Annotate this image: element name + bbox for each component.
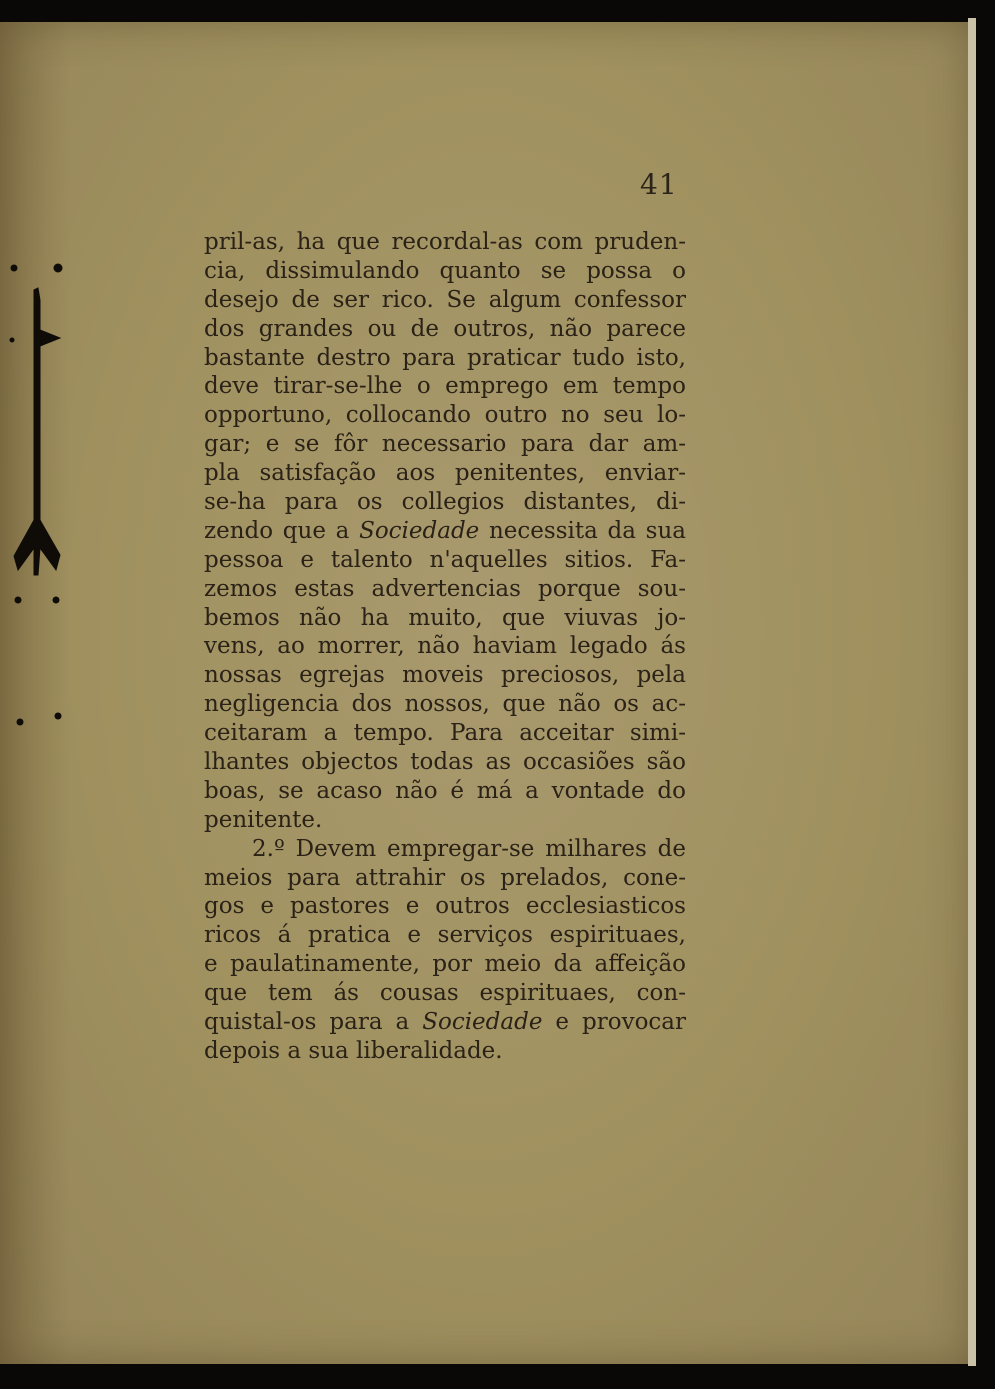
margin-bookmark-marks — [0, 0, 80, 1389]
margin-dot — [10, 338, 14, 342]
text-segment: necessita da sua — [479, 517, 686, 544]
italic-term: Sociedade — [422, 1009, 543, 1036]
text-line: boas, se acaso não é má a vontade do — [204, 777, 686, 804]
margin-bracket-top — [34, 288, 60, 522]
text-line: desejo de ser rico. Se algum confessor — [204, 286, 686, 313]
margin-bracket-bottom — [14, 520, 60, 575]
page-number: 41 — [640, 168, 678, 201]
text-line: gos e pastores e outros ecclesiasticos — [204, 893, 686, 920]
paper-right-edge — [968, 18, 976, 1366]
text-segment: e provocar — [542, 1009, 687, 1036]
text-line: ceitaram a tempo. Para acceitar simi- — [204, 720, 686, 747]
margin-dot — [15, 597, 21, 603]
text-line: bastante destro para praticar tudo isto, — [204, 344, 686, 371]
text-line: que tem ás cousas espirituaes, con- — [204, 980, 686, 1007]
text-line: pla satisfação aos penitentes, enviar- — [204, 460, 686, 487]
text-line: nossas egrejas moveis preciosos, pela — [204, 662, 686, 689]
text-line: zemos estas advertencias porque sou- — [204, 575, 686, 602]
text-line: pessoa e talento n'aquelles sitios. Fa- — [204, 546, 686, 573]
text-line: 2.º Devem empregar-se milhares de — [252, 835, 686, 862]
italic-term: Sociedade — [359, 517, 480, 544]
text-line: penitente. — [204, 806, 323, 833]
margin-dot — [17, 719, 23, 725]
text-line: meios para attrahir os prelados, cone- — [204, 864, 686, 891]
text-line: cia, dissimulando quanto se possa o — [204, 257, 686, 284]
text-line: lhantes objectos todas as occasiões são — [204, 749, 686, 776]
text-segment: zendo que a — [204, 517, 360, 544]
text-line: se-ha para os collegios distantes, di- — [204, 489, 686, 516]
text-line: opportuno, collocando outro no seu lo- — [204, 402, 686, 429]
text-line: ricos á pratica e serviços espirituaes, — [204, 922, 686, 949]
margin-dot — [11, 265, 17, 271]
margin-dot — [55, 713, 61, 719]
text-line: e paulatinamente, por meio da affeição — [204, 951, 686, 978]
body-text — [204, 228, 686, 1066]
text-line: negligencia dos nossos, que não os ac- — [204, 691, 686, 718]
text-line: pril-as, ha que recordal-as com pruden- — [204, 229, 686, 255]
text-line — [204, 1008, 686, 1037]
text-line: gar; e se fôr necessario para dar am- — [204, 431, 686, 458]
text-line: bemos não ha muito, que viuvas jo- — [204, 604, 686, 631]
margin-dot — [54, 264, 62, 272]
text-line: deve tirar-se-lhe o emprego em tempo — [204, 373, 686, 400]
margin-dot — [53, 597, 59, 603]
text-line — [204, 517, 686, 546]
text-line: vens, ao morrer, não haviam legado ás — [204, 633, 686, 660]
text-line: depois a sua liberalidade. — [204, 1037, 503, 1064]
text-line: dos grandes ou de outros, não parece — [204, 315, 686, 342]
text-segment: quistal-os para a — [204, 1009, 423, 1036]
